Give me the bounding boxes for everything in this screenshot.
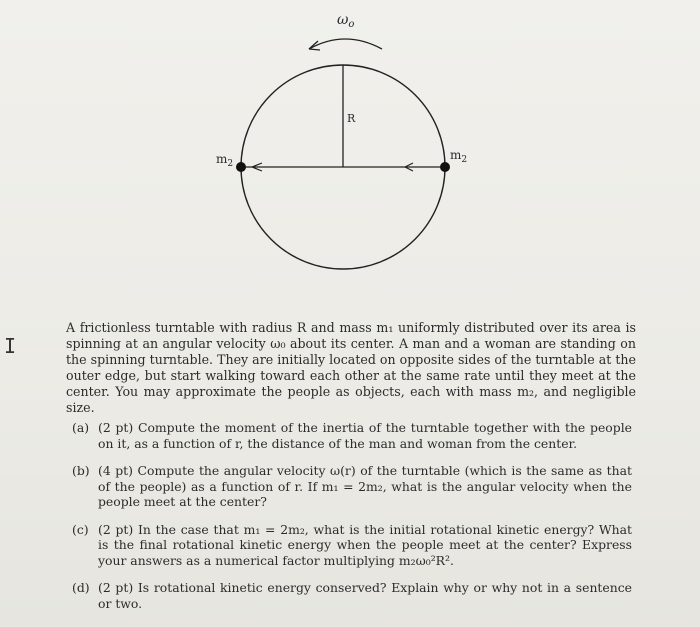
left-mass-label: $m_2$ <box>216 152 234 169</box>
right-mass-label: $m_2$ <box>450 148 468 165</box>
part-c <box>72 522 632 569</box>
problem-parts <box>72 420 632 623</box>
part-label: (a) <box>72 420 90 435</box>
part-label: (b) <box>72 463 90 478</box>
left-mass-dot <box>236 162 246 172</box>
omega-label: $\omega_o$ <box>337 12 355 30</box>
rotation-arrow <box>309 39 382 49</box>
right-mass-dot <box>440 162 450 172</box>
part-text: (2 pt) In the case that m₁ = 2m₂, what is the initial rotational kinetic energy? What is the final rotational kinetic energy when the people meet at the center? Express your answers as a numerical factor multiplying m₂ω₀²R². <box>98 521 632 568</box>
part-text: (2 pt) Compute the moment of the inertia of the turntable together with the people on it, as a function of r, the distance of the man and woman from the center. <box>98 420 632 451</box>
part-a <box>72 420 632 451</box>
part-b <box>72 463 632 510</box>
part-label: (d) <box>72 580 90 595</box>
text-cursor-icon: I <box>4 334 17 358</box>
part-d <box>72 580 632 611</box>
part-text: (4 pt) Compute the angular velocity ω(r) of the turntable (which is the same as that of the people) as a function of r. If m₁ = 2m₂, what is the angular velocity when the people meet at the center? <box>98 463 632 509</box>
problem-intro: A frictionless turntable with radius R and mass m₁ uniformly distributed over its area is spinning at an angular velocity ω₀ about its center. A man and a woman are standing on the spinning turntable. They are initially located on opposite sides of the turntable at the outer edge, but start walking toward each other at the same rate until they meet at the center. You may approximate the people as objects, each with mass m₂, and negligible size. <box>66 320 636 415</box>
part-label: (c) <box>72 521 89 537</box>
radius-label: R <box>347 112 356 125</box>
part-text: (2 pt) Is rotational kinetic energy conserved? Explain why or why not in a sentence or two. <box>98 580 632 611</box>
